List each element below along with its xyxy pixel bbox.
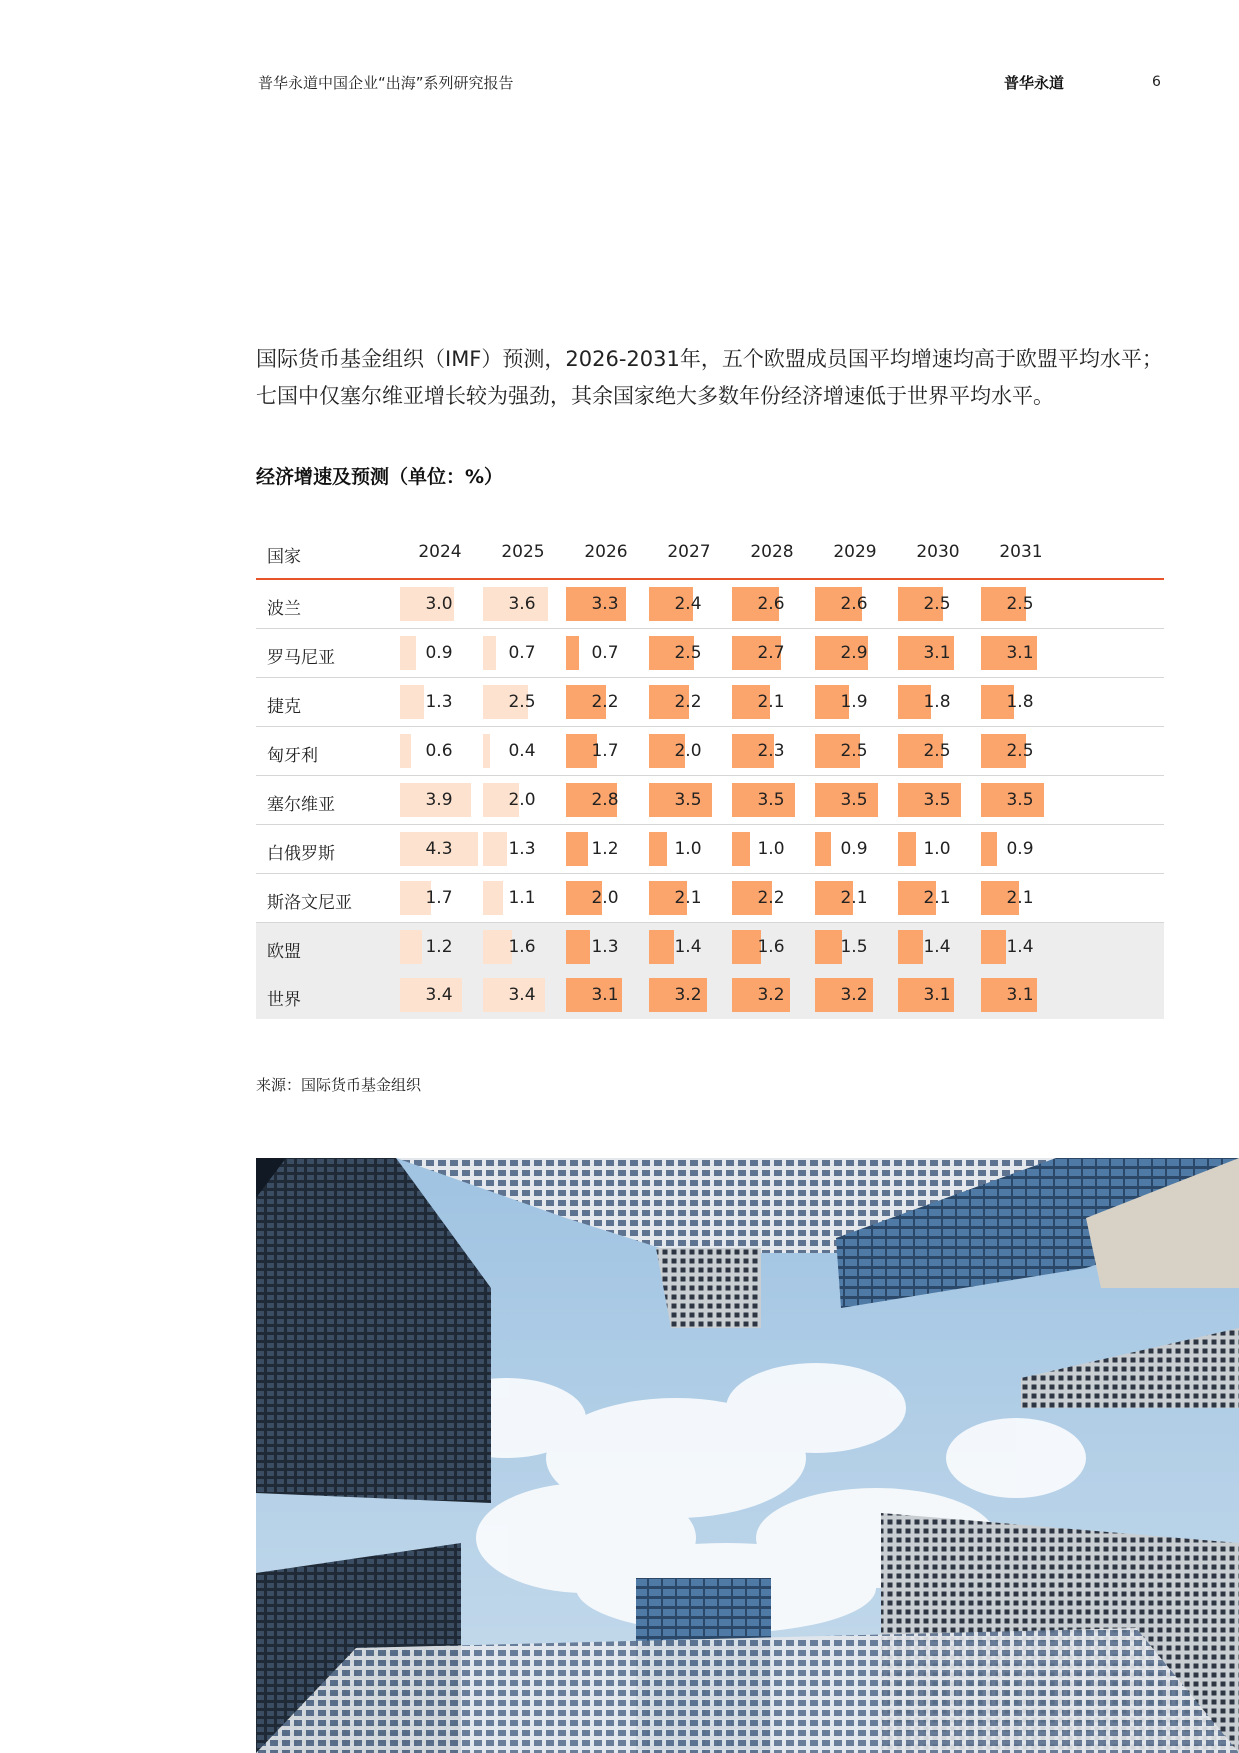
table-row [256, 923, 1164, 971]
country-name: 白俄罗斯 [267, 844, 335, 864]
value-label: 2.0 [674, 741, 702, 761]
value-label: 1.2 [591, 839, 619, 859]
value-label: 3.1 [1006, 643, 1034, 663]
value-label: 1.3 [591, 937, 619, 957]
value-cell [400, 783, 478, 817]
value-cell [815, 783, 893, 817]
value-cell [898, 636, 976, 670]
value-label: 2.0 [508, 790, 536, 810]
value-cell [898, 685, 976, 719]
value-label: 3.3 [591, 594, 619, 614]
column-header-year: 2028 [750, 542, 794, 562]
value-label: 3.5 [674, 790, 702, 810]
table-body [256, 580, 1164, 1019]
value-cell [400, 734, 478, 768]
value-label: 3.6 [508, 594, 536, 614]
value-label: 3.5 [840, 790, 868, 810]
value-label: 1.6 [508, 937, 536, 957]
value-cell [815, 636, 893, 670]
value-label: 1.9 [840, 692, 868, 712]
value-cell [732, 930, 810, 964]
value-cell [649, 734, 727, 768]
growth-table [256, 532, 1164, 1019]
value-label: 1.3 [425, 692, 453, 712]
value-cell [898, 734, 976, 768]
skyscrapers-photo [256, 1158, 1239, 1753]
column-header-country: 国家 [267, 547, 301, 567]
value-label: 3.4 [508, 985, 536, 1005]
value-cell [483, 978, 561, 1012]
value-cell [400, 881, 478, 915]
page-number: 6 [1152, 74, 1161, 90]
value-label: 1.4 [1006, 937, 1034, 957]
value-cell [815, 930, 893, 964]
value-label: 1.4 [674, 937, 702, 957]
column-header-year: 2031 [999, 542, 1043, 562]
column-header-year: 2027 [667, 542, 711, 562]
country-name: 捷克 [267, 697, 301, 717]
value-label: 2.5 [674, 643, 702, 663]
value-cell [649, 832, 727, 866]
value-label: 2.2 [591, 692, 619, 712]
value-label: 2.4 [674, 594, 702, 614]
source-note: 来源：国际货币基金组织 [256, 1076, 422, 1094]
value-label: 1.0 [674, 839, 702, 859]
value-label: 2.5 [508, 692, 536, 712]
value-cell [815, 832, 893, 866]
value-cell [815, 587, 893, 621]
value-cell [898, 978, 976, 1012]
value-label: 2.1 [840, 888, 868, 908]
table-row [256, 580, 1164, 629]
value-cell [483, 832, 561, 866]
column-header-year: 2025 [501, 542, 545, 562]
value-cell [400, 832, 478, 866]
value-label: 0.9 [1006, 839, 1034, 859]
country-name: 欧盟 [267, 942, 301, 962]
value-cell [981, 685, 1059, 719]
value-cell [566, 930, 644, 964]
brand-logo-text: 普华永道 [1004, 74, 1065, 92]
value-label: 0.4 [508, 741, 536, 761]
value-cell [566, 783, 644, 817]
value-label: 2.5 [1006, 741, 1034, 761]
value-label: 3.2 [757, 985, 785, 1005]
value-cell [566, 832, 644, 866]
value-cell [400, 978, 478, 1012]
column-header-year: 2030 [916, 542, 960, 562]
value-cell [898, 587, 976, 621]
table-row [256, 678, 1164, 727]
value-label: 3.5 [923, 790, 951, 810]
table-row [256, 727, 1164, 776]
value-cell [483, 587, 561, 621]
value-label: 3.5 [1006, 790, 1034, 810]
value-label: 3.4 [425, 985, 453, 1005]
value-cell [981, 587, 1059, 621]
value-cell [732, 685, 810, 719]
value-label: 3.2 [674, 985, 702, 1005]
table-row [256, 971, 1164, 1019]
value-cell [483, 685, 561, 719]
value-label: 3.0 [425, 594, 453, 614]
value-cell [649, 685, 727, 719]
country-name: 匈牙利 [267, 746, 318, 766]
value-label: 2.1 [674, 888, 702, 908]
table-row [256, 874, 1164, 923]
value-cell [732, 978, 810, 1012]
value-cell [566, 587, 644, 621]
value-cell [649, 636, 727, 670]
value-cell [649, 978, 727, 1012]
table-row [256, 629, 1164, 678]
report-title: 普华永道中国企业“出海”系列研究报告 [258, 74, 514, 92]
value-label: 0.9 [425, 643, 453, 663]
value-cell [483, 636, 561, 670]
value-cell [566, 734, 644, 768]
value-cell [898, 832, 976, 866]
value-label: 2.6 [840, 594, 868, 614]
country-name: 罗马尼亚 [267, 648, 335, 668]
value-cell [566, 685, 644, 719]
value-label: 2.5 [1006, 594, 1034, 614]
value-label: 1.0 [923, 839, 951, 859]
intro-paragraph: 国际货币基金组织（IMF）预测，2026-2031年，五个欧盟成员国平均增速均高于欧盟平均水平；七国中仅塞尔维亚增长较为强劲，其余国家绝大多数年份经济增速低于世界平均水平。 [256, 347, 1163, 408]
value-cell [815, 734, 893, 768]
value-cell [566, 978, 644, 1012]
value-cell [649, 587, 727, 621]
value-cell [732, 587, 810, 621]
value-label: 3.1 [923, 985, 951, 1005]
value-cell [815, 978, 893, 1012]
value-label: 2.1 [757, 692, 785, 712]
value-label: 2.8 [591, 790, 619, 810]
value-label: 1.1 [508, 888, 536, 908]
value-label: 1.0 [757, 839, 785, 859]
value-label: 2.2 [674, 692, 702, 712]
value-label: 1.5 [840, 937, 868, 957]
value-label: 0.7 [508, 643, 536, 663]
value-label: 3.1 [1006, 985, 1034, 1005]
value-cell [981, 783, 1059, 817]
value-cell [400, 587, 478, 621]
value-label: 3.9 [425, 790, 453, 810]
value-label: 2.0 [591, 888, 619, 908]
value-label: 3.2 [840, 985, 868, 1005]
value-cell [981, 930, 1059, 964]
value-cell [400, 636, 478, 670]
value-cell [981, 832, 1059, 866]
value-label: 3.1 [591, 985, 619, 1005]
value-cell [483, 783, 561, 817]
column-header-year: 2026 [584, 542, 628, 562]
value-label: 2.5 [923, 741, 951, 761]
value-label: 4.3 [425, 839, 453, 859]
value-label: 1.7 [591, 741, 619, 761]
value-cell [400, 930, 478, 964]
value-label: 2.9 [840, 643, 868, 663]
country-name: 世界 [267, 990, 301, 1010]
value-label: 2.2 [757, 888, 785, 908]
value-cell [732, 783, 810, 817]
value-label: 2.7 [757, 643, 785, 663]
value-label: 1.4 [923, 937, 951, 957]
column-header-year: 2029 [833, 542, 877, 562]
value-cell [732, 881, 810, 915]
value-label: 2.1 [923, 888, 951, 908]
value-cell [649, 881, 727, 915]
value-cell [732, 832, 810, 866]
value-label: 1.8 [1006, 692, 1034, 712]
value-cell [898, 930, 976, 964]
table-title: 经济增速及预测（单位：%） [256, 466, 504, 488]
value-cell [732, 734, 810, 768]
value-label: 0.7 [591, 643, 619, 663]
value-label: 2.1 [1006, 888, 1034, 908]
value-label: 1.3 [508, 839, 536, 859]
value-cell [732, 636, 810, 670]
value-label: 2.6 [757, 594, 785, 614]
value-cell [566, 881, 644, 915]
table-row [256, 825, 1164, 874]
value-cell [566, 636, 644, 670]
value-cell [981, 978, 1059, 1012]
value-label: 2.5 [840, 741, 868, 761]
skyscrapers-illustration [256, 1158, 1239, 1753]
value-cell [898, 783, 976, 817]
value-cell [981, 881, 1059, 915]
country-name: 塞尔维亚 [267, 795, 335, 815]
value-label: 1.6 [757, 937, 785, 957]
table-row [256, 776, 1164, 825]
value-cell [649, 930, 727, 964]
value-cell [981, 734, 1059, 768]
value-label: 1.8 [923, 692, 951, 712]
country-name: 斯洛文尼亚 [267, 893, 352, 913]
country-name: 波兰 [267, 599, 301, 619]
column-header-year: 2024 [418, 542, 462, 562]
value-cell [815, 685, 893, 719]
value-cell [483, 734, 561, 768]
value-label: 0.6 [425, 741, 453, 761]
value-cell [898, 881, 976, 915]
value-cell [981, 636, 1059, 670]
value-label: 0.9 [840, 839, 868, 859]
value-label: 3.1 [923, 643, 951, 663]
value-label: 2.3 [757, 741, 785, 761]
value-cell [649, 783, 727, 817]
value-label: 3.5 [757, 790, 785, 810]
value-cell [483, 930, 561, 964]
value-cell [815, 881, 893, 915]
value-label: 1.7 [425, 888, 453, 908]
value-label: 1.2 [425, 937, 453, 957]
value-label: 2.5 [923, 594, 951, 614]
table-header-row [256, 532, 1164, 580]
value-cell [400, 685, 478, 719]
value-cell [483, 881, 561, 915]
